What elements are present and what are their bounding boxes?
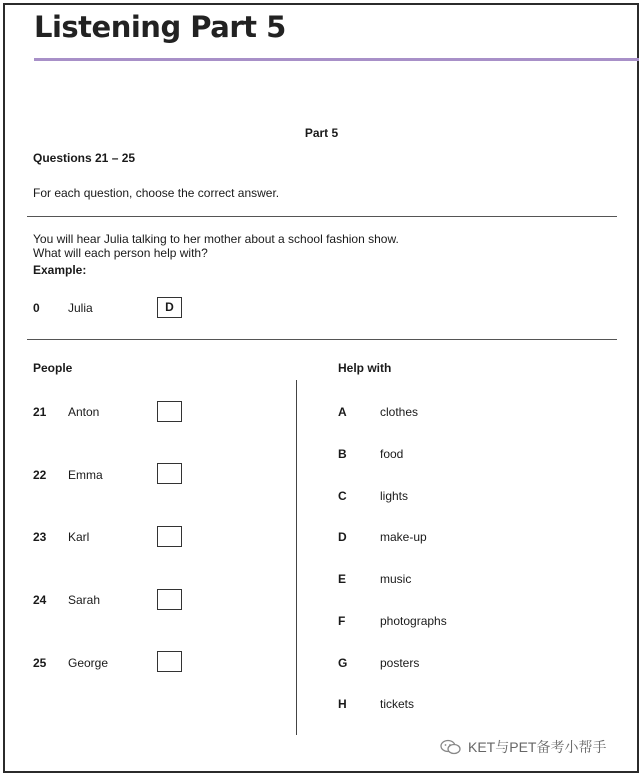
option-text: posters bbox=[380, 656, 420, 670]
option-text: clothes bbox=[380, 405, 419, 419]
answer-box-24[interactable] bbox=[157, 589, 182, 610]
question-number: 23 bbox=[33, 530, 47, 544]
person-name: Emma bbox=[68, 468, 103, 482]
person-name: Sarah bbox=[68, 593, 101, 607]
option-text: music bbox=[380, 572, 412, 586]
option-text: food bbox=[380, 447, 404, 461]
example-answer-box: D bbox=[157, 297, 182, 318]
heading-underline bbox=[34, 58, 639, 61]
intro-line-2: What will each person help with? bbox=[33, 246, 208, 260]
questions-range: Questions 21 – 25 bbox=[33, 151, 136, 165]
option-text: photographs bbox=[380, 614, 447, 628]
option-text: make-up bbox=[380, 530, 427, 544]
question-number: 25 bbox=[33, 656, 47, 670]
help-column-title: Help with bbox=[338, 361, 392, 375]
option-letter: G bbox=[338, 656, 348, 670]
example-number: 0 bbox=[33, 301, 40, 315]
option-letter: C bbox=[338, 489, 347, 503]
example-label: Example: bbox=[33, 263, 87, 277]
question-number: 24 bbox=[33, 593, 47, 607]
page-heading: Listening Part 5 bbox=[34, 10, 286, 44]
option-letter: D bbox=[338, 530, 347, 544]
option-letter: A bbox=[338, 405, 347, 419]
person-name: George bbox=[68, 656, 109, 670]
watermark bbox=[440, 737, 606, 757]
answer-box-21[interactable] bbox=[157, 401, 182, 422]
option-text: tickets bbox=[380, 697, 415, 711]
example-name: Julia bbox=[68, 301, 93, 315]
answer-box-22[interactable] bbox=[157, 463, 182, 484]
option-letter: H bbox=[338, 697, 347, 711]
section-divider-top bbox=[27, 216, 617, 217]
answer-box-25[interactable] bbox=[157, 651, 182, 672]
section-divider-bottom bbox=[27, 339, 617, 340]
intro-line-1: You will hear Julia talking to her mother about a school fashion show. bbox=[33, 232, 399, 246]
wechat-icon bbox=[440, 739, 462, 755]
column-divider bbox=[296, 380, 297, 735]
watermark-text: KET与PET备考小帮手 bbox=[468, 739, 607, 755]
instruction-text: For each question, choose the correct answer. bbox=[33, 186, 280, 200]
person-name: Anton bbox=[68, 405, 100, 419]
part-label: Part 5 bbox=[304, 126, 339, 140]
intro-text bbox=[33, 232, 399, 260]
answer-box-23[interactable] bbox=[157, 526, 182, 547]
question-number: 21 bbox=[33, 405, 47, 419]
option-letter: B bbox=[338, 447, 347, 461]
person-name: Karl bbox=[68, 530, 90, 544]
people-column-title: People bbox=[33, 361, 73, 375]
option-letter: E bbox=[338, 572, 347, 586]
option-letter: F bbox=[338, 614, 346, 628]
option-text: lights bbox=[380, 489, 409, 503]
question-number: 22 bbox=[33, 468, 47, 482]
